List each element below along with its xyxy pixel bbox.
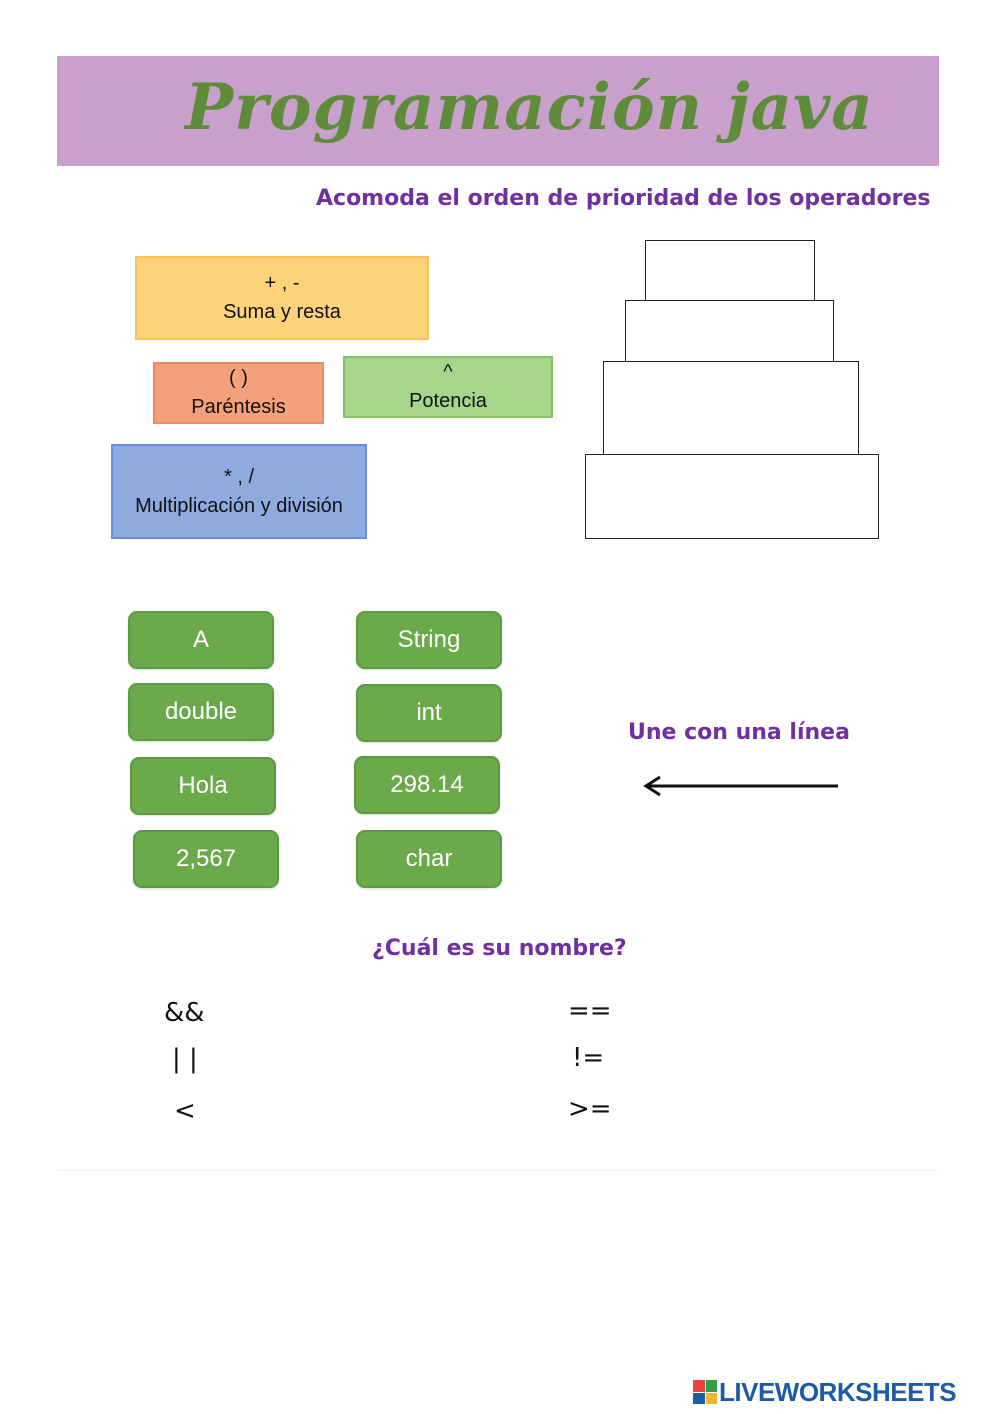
- operator-symbol-greater-equal: >=: [568, 1094, 612, 1124]
- priority-dropzone-2[interactable]: [625, 300, 834, 363]
- answer-field-not-equals[interactable]: [615, 1046, 905, 1074]
- priority-dropzone-1[interactable]: [645, 240, 815, 302]
- operator-name: Suma y resta: [223, 301, 341, 323]
- match-left-item[interactable]: Hola: [130, 757, 276, 815]
- operator-symbol-or: | |: [172, 1044, 198, 1074]
- operator-card-power[interactable]: [343, 356, 553, 418]
- names-question: ¿Cuál es su nombre?: [372, 936, 627, 961]
- operator-symbol: ( ): [229, 367, 248, 389]
- match-right-item[interactable]: char: [356, 830, 502, 888]
- answer-field-equals[interactable]: [615, 1000, 905, 1028]
- answer-field-greater-equal[interactable]: [615, 1096, 905, 1124]
- answer-field-less-than[interactable]: [215, 1098, 515, 1126]
- operator-symbol-and: &&: [164, 998, 205, 1028]
- match-right-item[interactable]: 298.14: [354, 756, 500, 814]
- match-left-item[interactable]: A: [128, 611, 274, 669]
- match-right-item[interactable]: String: [356, 611, 502, 669]
- operator-name: Multiplicación y división: [135, 494, 343, 517]
- page-title: Programación java: [185, 70, 874, 145]
- priority-instruction: Acomoda el orden de prioridad de los operadores: [316, 186, 931, 211]
- match-instruction: Une con una línea: [628, 720, 850, 745]
- operator-symbol: ^: [443, 361, 453, 383]
- priority-dropzone-3[interactable]: [603, 361, 859, 456]
- brand-name: LIVEWORKSHEETS: [719, 1376, 957, 1407]
- match-right-item[interactable]: int: [356, 684, 502, 742]
- brand-logo: [693, 1376, 956, 1408]
- operator-name: Potencia: [409, 390, 487, 412]
- operator-symbol: * , /: [223, 465, 254, 488]
- operator-card-sum[interactable]: [135, 256, 429, 340]
- priority-dropzone-4[interactable]: [585, 454, 879, 539]
- liveworksheets-icon: [693, 1380, 717, 1404]
- operator-name: Paréntesis: [191, 396, 286, 418]
- operator-symbol-less-than: <: [174, 1096, 196, 1126]
- operator-card-multiplication[interactable]: [111, 444, 367, 539]
- operator-card-parentheses[interactable]: [153, 362, 324, 424]
- left-arrow-icon: [640, 774, 840, 798]
- operator-symbol-not-equals: !=: [572, 1043, 605, 1073]
- operator-symbol-equals: ==: [568, 996, 612, 1026]
- operator-symbol: + , -: [264, 272, 300, 294]
- answer-field-and[interactable]: [215, 1002, 515, 1030]
- page-divider: [57, 1170, 939, 1171]
- match-left-item[interactable]: 2,567: [133, 830, 279, 888]
- match-left-item[interactable]: double: [128, 683, 274, 741]
- answer-field-or[interactable]: [215, 1046, 515, 1074]
